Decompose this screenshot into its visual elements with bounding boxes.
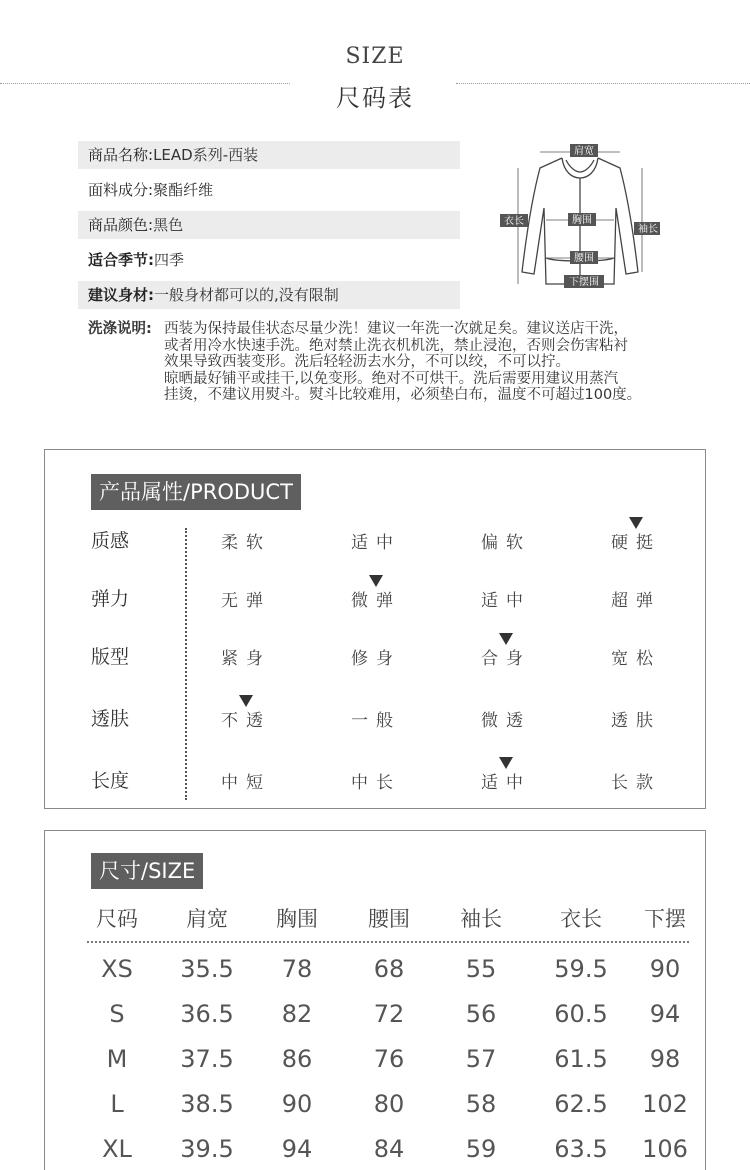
attribute-option: 微弹: [351, 591, 401, 611]
size-cell: 78: [281, 955, 313, 983]
attribute-option: 微透: [481, 711, 531, 731]
size-cell: 102: [642, 1090, 688, 1118]
attribute-option: 透肤: [611, 711, 661, 731]
size-column-header: 肩宽: [186, 907, 228, 931]
size-cell: 76: [373, 1045, 405, 1073]
size-cell: 80: [373, 1090, 405, 1118]
size-column-header: 胸围: [276, 907, 318, 931]
attribute-label: 长度: [91, 770, 130, 792]
selected-marker-icon: [499, 757, 513, 769]
size-cell: 61.5: [554, 1045, 608, 1073]
attributes-divider: [185, 528, 187, 800]
attribute-option: 硬挺: [611, 533, 661, 553]
size-cell: 68: [373, 955, 405, 983]
info-row-name: [78, 141, 460, 169]
info-value: 一般身材都可以的,没有限制: [154, 286, 339, 304]
info-label: 商品名称:: [88, 146, 154, 164]
attribute-label: 透肤: [91, 708, 130, 730]
size-cell: 55: [465, 955, 497, 983]
selected-marker-icon: [239, 695, 253, 707]
attribute-option: 合身: [481, 649, 531, 669]
attribute-option: 紧身: [221, 649, 271, 669]
product-attributes-tag: 产品属性/PRODUCT: [91, 474, 301, 510]
size-cell: 38.5: [180, 1090, 234, 1118]
size-column-header: 袖长: [460, 907, 502, 931]
size-cell: 82: [281, 1000, 313, 1028]
attribute-option: 柔软: [221, 533, 271, 553]
size-cell: 90: [649, 955, 681, 983]
size-cell: 60.5: [554, 1000, 608, 1028]
size-table-panel: [44, 830, 706, 1170]
size-tag: 尺寸/SIZE: [91, 853, 203, 889]
info-row-body: [78, 281, 460, 309]
attribute-option: 中短: [221, 773, 271, 793]
attribute-label: 质感: [91, 530, 130, 552]
diagram-label-waist: 腰围: [574, 253, 594, 264]
diagram-label-length: 衣长: [504, 216, 524, 227]
size-cell: 98: [649, 1045, 681, 1073]
size-row-label: S: [109, 1000, 125, 1028]
size-cell: 58: [465, 1090, 497, 1118]
wash-line: 效果导致西装变形。洗后轻轻沥去水分，不可以绞，不可以拧。: [164, 354, 570, 370]
size-cell: 56: [465, 1000, 497, 1028]
wash-label: 洗涤说明:: [88, 321, 152, 337]
size-cell: 63.5: [554, 1135, 608, 1163]
attribute-option: 长款: [611, 773, 661, 793]
attribute-option: 宽松: [611, 649, 661, 669]
wash-line: 西装为保持最佳状态尽量少洗！建议一年洗一次就足矣。建议送店干洗，: [164, 321, 628, 337]
size-row-label: XS: [101, 955, 133, 983]
attribute-option: 修身: [351, 649, 401, 669]
attribute-option: 偏软: [481, 533, 531, 553]
attribute-option: 超弹: [611, 591, 661, 611]
size-row-label: L: [110, 1090, 124, 1118]
info-value: 聚酯纤维: [153, 181, 214, 199]
info-value: LEAD系列-西装: [153, 146, 259, 164]
size-cell: 106: [642, 1135, 688, 1163]
attribute-option: 适中: [481, 591, 531, 611]
info-value: 黑色: [153, 216, 184, 234]
product-attributes-panel: [44, 449, 706, 809]
size-column-header: 下摆: [644, 907, 686, 931]
size-cell: 72: [373, 1000, 405, 1028]
attribute-option: 适中: [351, 533, 401, 553]
wash-line: 或者用冷水快速手洗。绝对禁止洗衣机机洗，禁止浸泡，否则会伤害粘衬: [164, 337, 628, 354]
size-column-header: 衣长: [560, 907, 602, 931]
size-cell: 86: [281, 1045, 313, 1073]
info-row-color: [78, 211, 460, 239]
size-cell: 35.5: [180, 955, 234, 983]
attribute-option: 中长: [351, 773, 401, 793]
wash-line: 晾晒最好铺平或挂干,以免变形。绝对不可烘干。洗后需要用建议用蒸汽: [164, 370, 619, 387]
attribute-option: 适中: [481, 773, 531, 793]
attribute-option: 不透: [221, 711, 271, 731]
size-cell: 94: [281, 1135, 313, 1163]
selected-marker-icon: [369, 575, 383, 587]
size-cell: 94: [649, 1000, 681, 1028]
size-table-divider: [87, 941, 689, 943]
size-cell: 37.5: [180, 1045, 234, 1073]
page-title-zh: 尺码表: [336, 84, 414, 112]
size-cell: 84: [373, 1135, 405, 1163]
size-row-label: XL: [102, 1135, 132, 1163]
jacket-measurement-diagram: [500, 138, 660, 292]
info-label: 建议身材:: [88, 286, 154, 304]
attribute-label: 弹力: [91, 588, 130, 610]
info-row-season: [78, 246, 184, 274]
attribute-option: 无弹: [221, 591, 271, 611]
size-row-label: M: [106, 1045, 128, 1073]
size-cell: 59.5: [554, 955, 608, 983]
info-row-fabric: [78, 176, 213, 204]
info-value: 四季: [154, 251, 185, 269]
size-cell: 90: [281, 1090, 313, 1118]
attribute-option: 一般: [351, 711, 401, 731]
size-cell: 36.5: [180, 1000, 234, 1028]
size-cell: 62.5: [554, 1090, 608, 1118]
selected-marker-icon: [499, 633, 513, 645]
diagram-label-sleeve: 袖长: [638, 224, 658, 235]
diagram-label-shoulder: 肩宽: [574, 146, 594, 157]
attribute-label: 版型: [91, 646, 130, 668]
selected-marker-icon: [629, 517, 643, 529]
size-cell: 59: [465, 1135, 497, 1163]
size-column-header: 尺码: [96, 907, 138, 931]
diagram-label-chest: 胸围: [572, 215, 592, 226]
wash-text: [164, 321, 734, 404]
info-label: 面料成分:: [88, 181, 154, 199]
page-title-en: SIZE: [345, 44, 405, 69]
size-cell: 57: [465, 1045, 497, 1073]
info-label: 适合季节:: [88, 251, 154, 269]
diagram-label-hem: 下摆围: [569, 277, 599, 288]
size-cell: 39.5: [180, 1135, 234, 1163]
size-column-header: 腰围: [368, 907, 410, 931]
info-label: 商品颜色:: [88, 216, 154, 234]
wash-line: 挂烫，不建议用熨斗。熨斗比较难用，必须垫白布，温度不可超过100度。: [164, 387, 642, 403]
